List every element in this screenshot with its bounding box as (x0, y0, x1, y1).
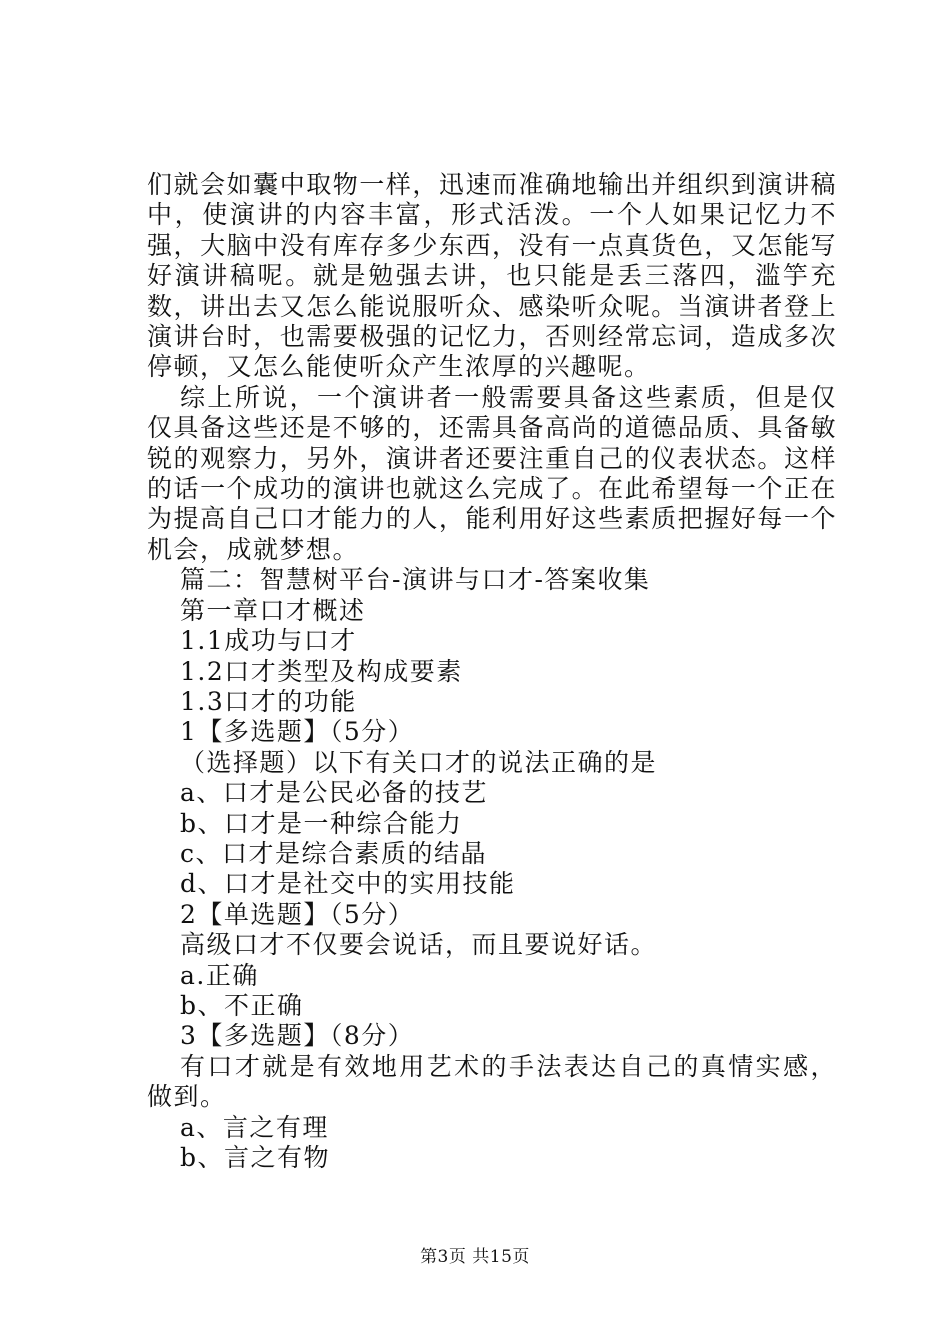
question-option: b、言之有物 (180, 1143, 331, 1172)
page-content (147, 170, 837, 1173)
question-prompt: 高级口才不仅要会说话，而且要说好话。 (180, 930, 658, 960)
question-option: a、言之有理 (180, 1112, 329, 1142)
question-header: 1【多选题】（5分） (180, 717, 415, 747)
chapter-title: 第一章口才概述 (180, 595, 366, 625)
question-option: a.正确 (180, 960, 259, 990)
question-option: c、口才是综合素质的结晶 (180, 838, 488, 868)
question-header: 2【单选题】（5分） (180, 899, 415, 929)
question-option: d、口才是社交中的实用技能 (180, 869, 516, 899)
body-paragraph: 综上所说，一个演讲者一般需要具备这些素质，但是仅仅具备这些还是不够的，还需具备高尚的道德品质、具备敏锐的观察力，另外，演讲者还要注重自己的仪表状态。这样的话一个成功的演讲也就这么完成了。在此希望每一个正在为提高自己口才能力的人，能利用好这些素质把握好每一个机会，成就梦想。 (147, 382, 837, 564)
section-title: 篇二：智慧树平台-演讲与口才-答案收集 (180, 565, 651, 595)
subsection-title: 1.1成功与口才 (180, 626, 357, 656)
body-paragraph: 们就会如囊中取物一样，迅速而准确地输出并组织到演讲稿中，使演讲的内容丰富，形式活泼。一个人如果记忆力不强，大脑中没有库存多少东西，没有一点真货色，又怎能写好演讲稿呢。就是勉强去讲，也只能是丢三落四，滥竽充数，讲出去又怎么能说服听众、感染听众呢。当演讲者登上演讲台时，也需要极强的记忆力，否则经常忘词，造成多次停顿，又怎么能使听众产生浓厚的兴趣呢。 (147, 170, 837, 382)
subsection-title: 1.2口才类型及构成要素 (180, 656, 463, 686)
question-option: b、不正确 (180, 990, 304, 1020)
subsection-title: 1.3口才的功能 (180, 686, 357, 716)
page-number: 第3页 共15页 (420, 1247, 530, 1267)
question-header: 3【多选题】（8分） (180, 1021, 415, 1051)
question-option: a、口才是公民必备的技艺 (180, 778, 488, 808)
question-prompt: 有口才就是有效地用艺术的手法表达自己的真情实感，做到。 (147, 1051, 837, 1112)
question-option: b、口才是一种综合能力 (180, 808, 463, 838)
question-prompt: （选择题）以下有关口才的说法正确的是 (180, 747, 658, 777)
